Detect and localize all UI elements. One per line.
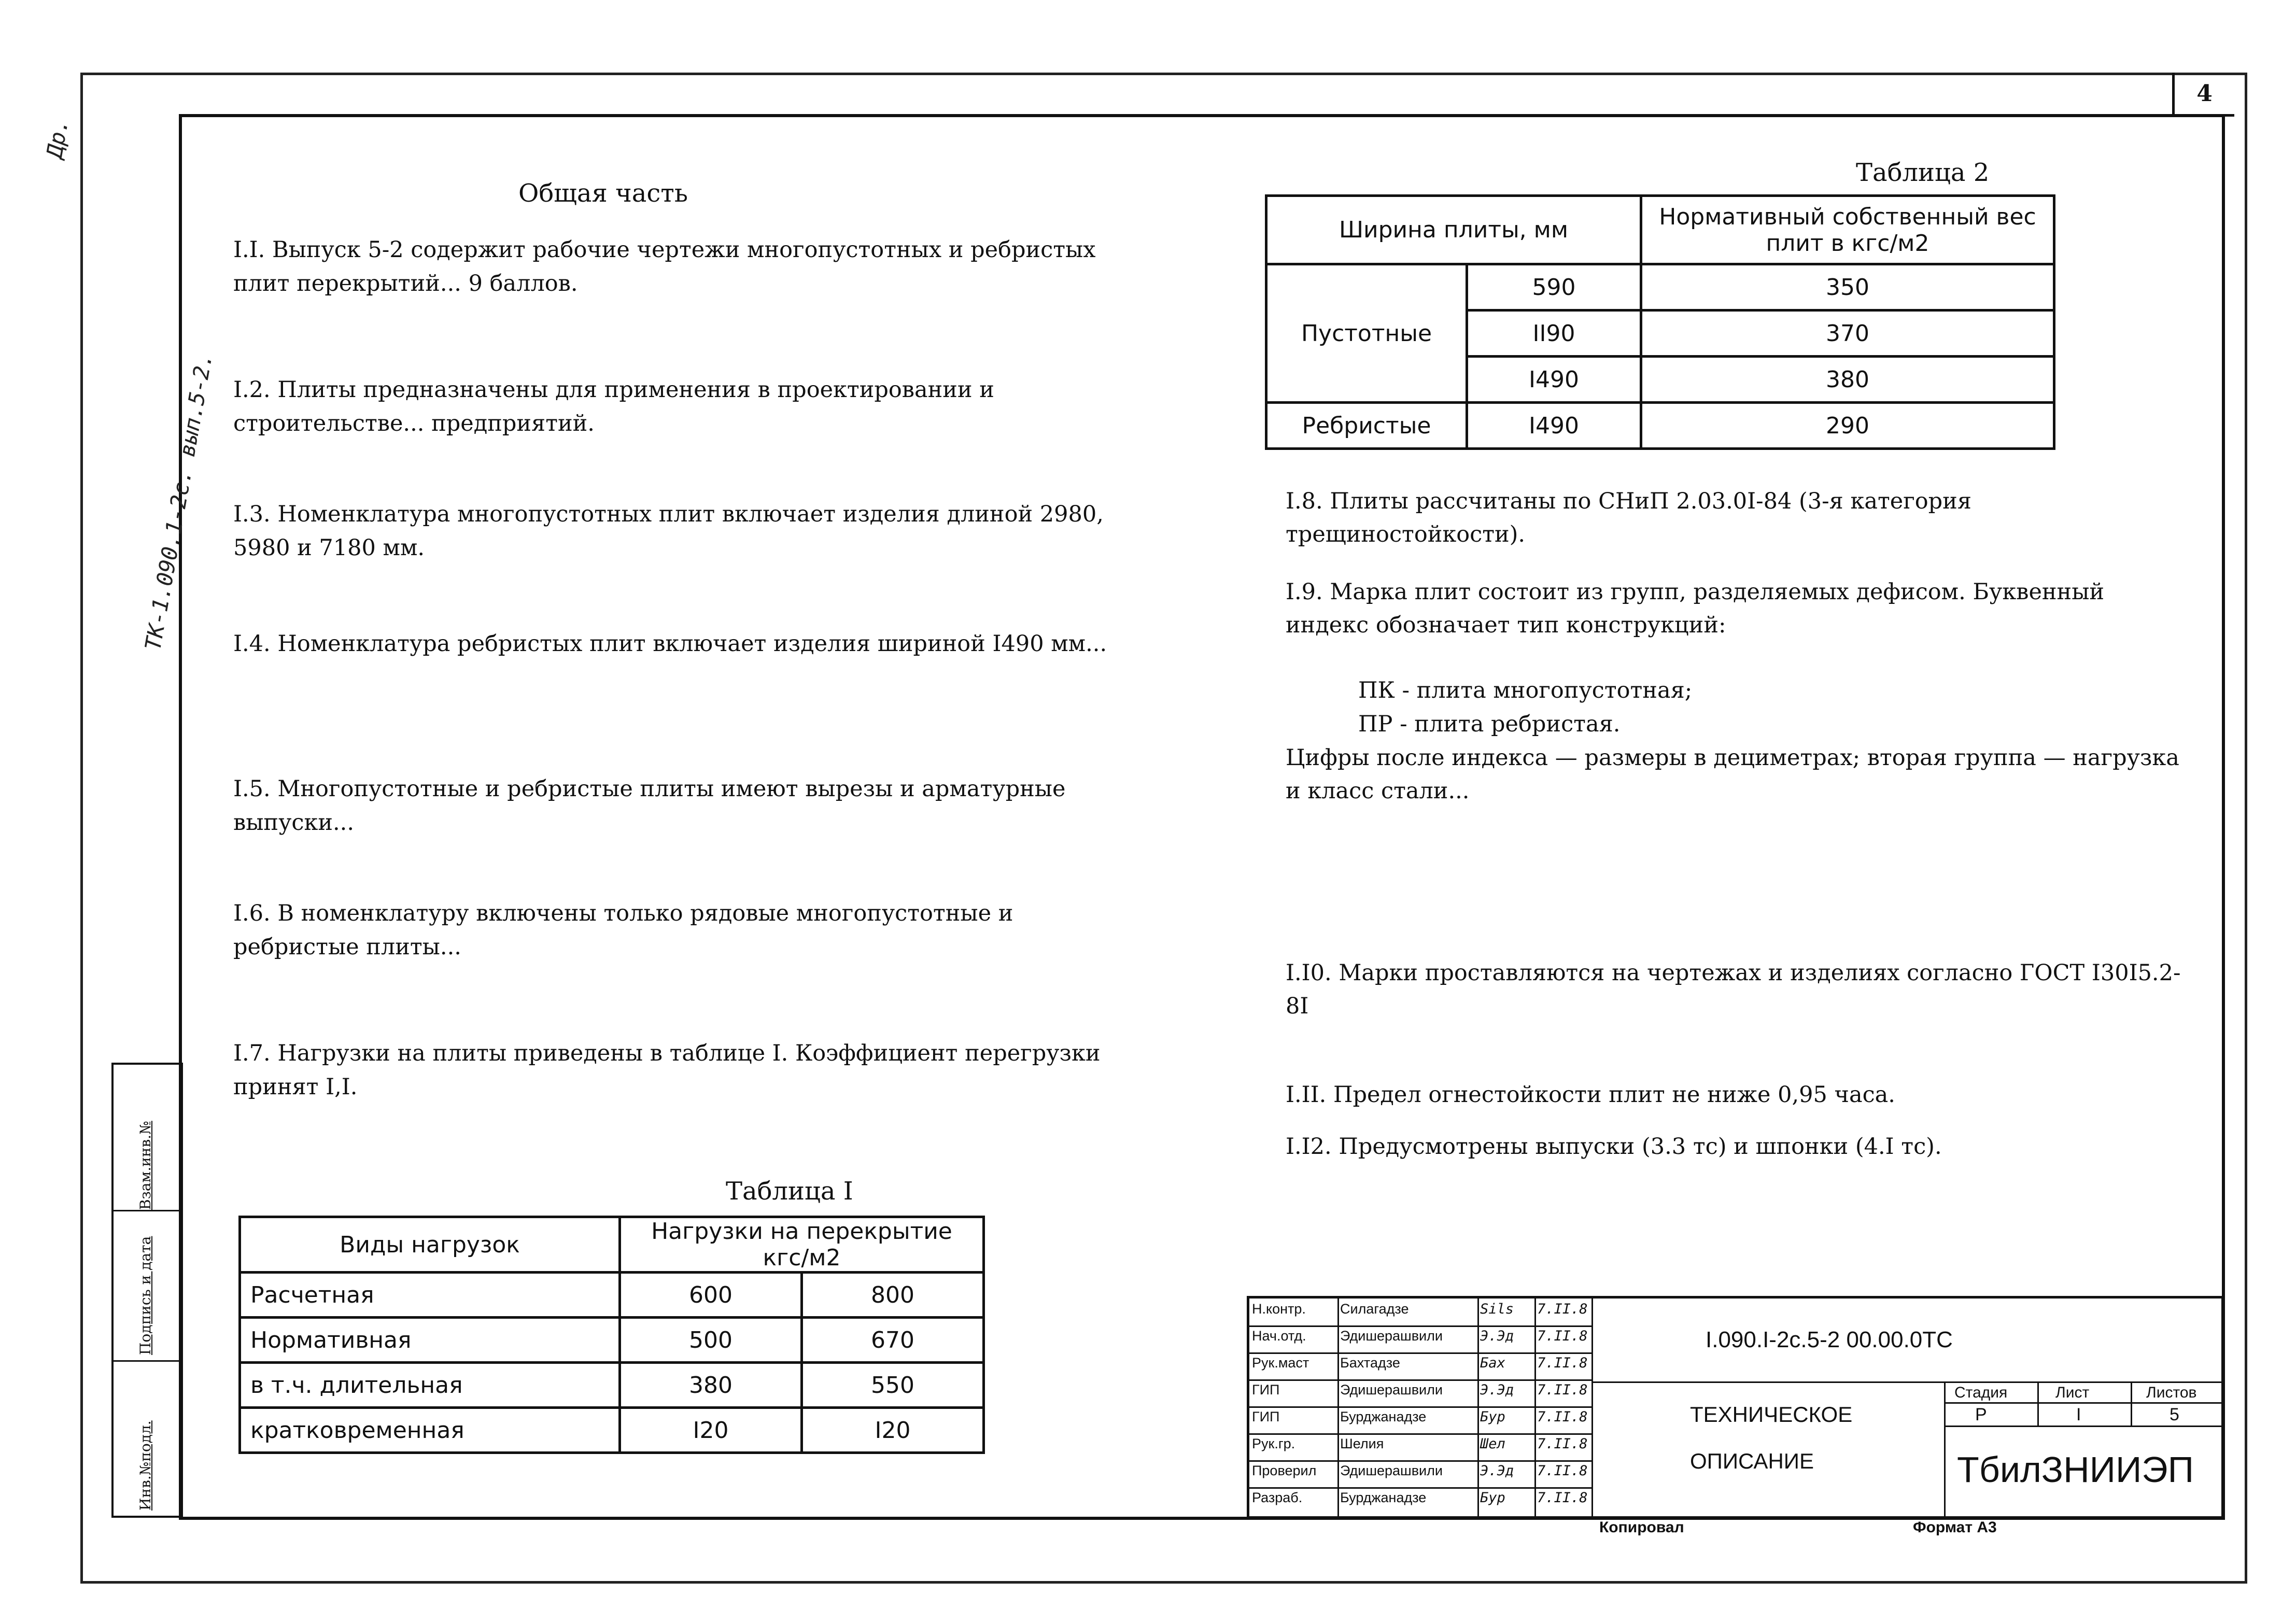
table-row bbox=[240, 1318, 984, 1363]
header-loads: Нагрузки на перекрытие кгс/м2 bbox=[620, 1217, 984, 1273]
stage-label: Стадия bbox=[1954, 1384, 2008, 1401]
left-inventory-strip bbox=[111, 1063, 183, 1518]
load-value-800: I20 bbox=[802, 1408, 984, 1453]
load-value-800: 670 bbox=[802, 1318, 984, 1363]
weight-value: 290 bbox=[1641, 403, 2054, 449]
paragraph-1-5: I.5. Многопустотные и ребристые плиты имеют вырезы и арматурные выпуски... bbox=[233, 776, 1066, 836]
weight-value: 380 bbox=[1641, 357, 2054, 403]
width-value: 590 bbox=[1467, 264, 1641, 311]
paragraph-1-10: I.I0. Марки проставляются на чертежах и изделиях согласно ГОСТ I30I5.2-8I bbox=[1286, 960, 2181, 1019]
stamp-date: 7.II.8 bbox=[1537, 1490, 1588, 1506]
load-name: в т.ч. длительная bbox=[240, 1363, 620, 1408]
stamp-person-name: Бурджанадзе bbox=[1340, 1490, 1427, 1505]
stamp-date: 7.II.8 bbox=[1537, 1409, 1588, 1425]
paragraph-1-6: I.6. В номенклатуру включены только рядовые многопустотные и ребристые плиты... bbox=[233, 900, 1013, 960]
strip-divider bbox=[114, 1360, 181, 1362]
stamp-divider bbox=[1249, 1487, 1591, 1489]
weight-value: 350 bbox=[1641, 264, 2054, 311]
table-header-row bbox=[1266, 196, 2054, 264]
document-code: I.090.I-2с.5-2 00.00.0ТС bbox=[1706, 1327, 1953, 1352]
weight-value: 370 bbox=[1641, 311, 2054, 357]
stamp-date: 7.II.8 bbox=[1537, 1301, 1588, 1317]
stamp-divider bbox=[1249, 1379, 1591, 1381]
stamp-signature: Бур bbox=[1480, 1490, 1505, 1506]
copied-label: Копировал bbox=[1599, 1519, 1684, 1536]
stamp-date: 7.II.8 bbox=[1537, 1355, 1588, 1371]
stamp-person-name: Эдишерашвили bbox=[1340, 1382, 1443, 1398]
stage-value: Р bbox=[1975, 1405, 1987, 1424]
mark-pr: ПР - плита ребристая. bbox=[1358, 711, 1621, 737]
strip-vzam-label: Взам.инв.№ bbox=[137, 1121, 154, 1210]
load-name: кратковременная bbox=[240, 1408, 620, 1453]
load-value-600: I20 bbox=[620, 1408, 802, 1453]
load-value-600: 380 bbox=[620, 1363, 802, 1408]
header-width: Ширина плиты, мм bbox=[1266, 196, 1641, 264]
stamp-role: Н.контр. bbox=[1252, 1301, 1306, 1317]
doc-title-line2: ОПИСАНИЕ bbox=[1690, 1449, 1814, 1473]
paragraph-1-9-cont: Цифры после индекса — размеры в дециметрах; вторая группа — нагрузка и класс стали... bbox=[1286, 745, 2179, 804]
stamp-divider bbox=[1249, 1460, 1591, 1462]
stamp-date: 7.II.8 bbox=[1537, 1436, 1588, 1452]
stamp-divider bbox=[1944, 1381, 1946, 1516]
paragraph-1-9: I.9. Марка плит состоит из групп, разделяемых дефисом. Буквенный индекс обозначает тип конструкций: bbox=[1286, 579, 2105, 638]
stamp-divider bbox=[1591, 1299, 1593, 1516]
stamp-divider bbox=[1944, 1402, 2221, 1404]
table-row bbox=[240, 1273, 984, 1318]
stamp-divider bbox=[2037, 1381, 2039, 1426]
header-weight: Нормативный собственный вес плит в кгс/м2 bbox=[1641, 196, 2054, 264]
table-1-caption: Таблица I bbox=[726, 1177, 853, 1206]
loads-table bbox=[238, 1216, 985, 1454]
stamp-divider bbox=[2131, 1381, 2132, 1426]
stamp-date: 7.II.8 bbox=[1537, 1382, 1588, 1398]
stamp-signature: Шел bbox=[1480, 1436, 1505, 1452]
format-label: Формат А3 bbox=[1913, 1519, 1997, 1536]
load-name: Расчетная bbox=[240, 1273, 620, 1318]
paragraph-1-3: I.3. Номенклатура многопустотных плит включает изделия длиной 2980, 5980 и 7180 мм. bbox=[233, 501, 1104, 561]
load-value-600: 500 bbox=[620, 1318, 802, 1363]
mark-pk: ПК - плита многопустотная; bbox=[1358, 678, 1693, 703]
stamp-role: Разраб. bbox=[1252, 1490, 1303, 1505]
stamp-divider bbox=[1591, 1381, 2221, 1383]
stamp-person-name: Шелия bbox=[1340, 1436, 1384, 1451]
stamp-role: Рук.маст bbox=[1252, 1355, 1309, 1371]
sheet-number: 4 bbox=[2172, 73, 2234, 117]
stamp-date: 7.II.8 bbox=[1537, 1328, 1588, 1344]
stamp-divider bbox=[1249, 1406, 1591, 1408]
sheet-label: Лист bbox=[2055, 1384, 2090, 1401]
stamp-divider bbox=[1249, 1352, 1591, 1354]
margin-handwritten-code: ТК-1.090.1-2с. вып.5-2. bbox=[140, 351, 218, 653]
paragraph-1-1: I.I. Выпуск 5-2 содержит рабочие чертежи многопустотных и ребристых плит перекрытий... 9 баллов. bbox=[233, 237, 1096, 297]
stamp-signature: Бах bbox=[1480, 1355, 1505, 1371]
stamp-role: ГИП bbox=[1252, 1382, 1280, 1398]
load-value-800: 550 bbox=[802, 1363, 984, 1408]
width-value: I490 bbox=[1467, 403, 1641, 449]
stamp-role: ГИП bbox=[1252, 1409, 1280, 1424]
section-heading: Общая часть bbox=[518, 179, 688, 208]
paragraph-1-8: I.8. Плиты рассчитаны по СНиП 2.03.0I-84 (3-я категория трещиностойкости). bbox=[1286, 488, 1971, 547]
doc-title-line1: ТЕХНИЧЕСКОЕ bbox=[1690, 1402, 1853, 1427]
table-2-caption: Таблица 2 bbox=[1856, 158, 1990, 187]
table-row bbox=[240, 1363, 984, 1408]
stamp-role: Проверил bbox=[1252, 1463, 1317, 1478]
stamp-divider bbox=[1944, 1426, 2221, 1427]
stamp-person-name: Бахтадзе bbox=[1340, 1355, 1400, 1371]
table-row bbox=[1266, 403, 2054, 449]
strip-sign-label: Подпись и дата bbox=[137, 1236, 154, 1355]
organization-name: ТбилЗНИИЭП bbox=[1957, 1449, 2194, 1490]
group-hollow: Пустотные bbox=[1266, 264, 1467, 403]
stamp-divider bbox=[1249, 1325, 1591, 1327]
paragraph-1-12: I.I2. Предусмотрены выпуски (3.3 тс) и шпонки (4.I тс). bbox=[1286, 1134, 1942, 1160]
stamp-person-name: Эдишерашвили bbox=[1340, 1328, 1443, 1344]
paragraph-1-11: I.II. Предел огнестойкости плит не ниже 0,95 часа. bbox=[1286, 1082, 1895, 1108]
title-block bbox=[1247, 1296, 2224, 1519]
stamp-signature: Э.Эд bbox=[1480, 1328, 1514, 1344]
stamp-divider bbox=[1249, 1433, 1591, 1435]
stamp-role: Рук.гр. bbox=[1252, 1436, 1295, 1451]
margin-signature: Др. bbox=[41, 117, 74, 160]
stamp-role: Нач.отд. bbox=[1252, 1328, 1306, 1344]
table-row bbox=[240, 1408, 984, 1453]
stamp-signature: Sils bbox=[1480, 1301, 1514, 1317]
self-weight-table bbox=[1265, 194, 2055, 450]
strip-inv-label: Инв.№подл. bbox=[137, 1420, 154, 1511]
stamp-date: 7.II.8 bbox=[1537, 1463, 1588, 1479]
load-value-600: 600 bbox=[620, 1273, 802, 1318]
group-ribbed: Ребристые bbox=[1266, 403, 1467, 449]
load-value-800: 800 bbox=[802, 1273, 984, 1318]
paragraph-1-4: I.4. Номенклатура ребристых плит включает изделия шириной I490 мм... bbox=[233, 631, 1107, 657]
load-name: Нормативная bbox=[240, 1318, 620, 1363]
width-value: II90 bbox=[1467, 311, 1641, 357]
paragraph-1-7: I.7. Нагрузки на плиты приведены в таблице I. Коэффициент перегрузки принят I,I. bbox=[233, 1040, 1101, 1100]
stamp-signature: Э.Эд bbox=[1480, 1382, 1514, 1398]
stamp-signature: Бур bbox=[1480, 1409, 1505, 1425]
stamp-person-name: Силагадзе bbox=[1340, 1301, 1409, 1317]
paragraph-1-2: I.2. Плиты предназначены для применения в проектировании и строительстве... предприятий. bbox=[233, 377, 994, 436]
stamp-person-name: Бурджанадзе bbox=[1340, 1409, 1427, 1424]
table-header-row bbox=[240, 1217, 984, 1273]
stamp-person-name: Эдишерашвили bbox=[1340, 1463, 1443, 1478]
sheets-value: 5 bbox=[2170, 1405, 2179, 1424]
sheet-value: I bbox=[2076, 1405, 2081, 1424]
stamp-signature: Э.Эд bbox=[1480, 1463, 1514, 1479]
header-load-types: Виды нагрузок bbox=[240, 1217, 620, 1273]
sheets-label: Листов bbox=[2146, 1384, 2197, 1401]
strip-divider bbox=[114, 1210, 181, 1211]
width-value: I490 bbox=[1467, 357, 1641, 403]
table-row bbox=[1266, 264, 2054, 311]
